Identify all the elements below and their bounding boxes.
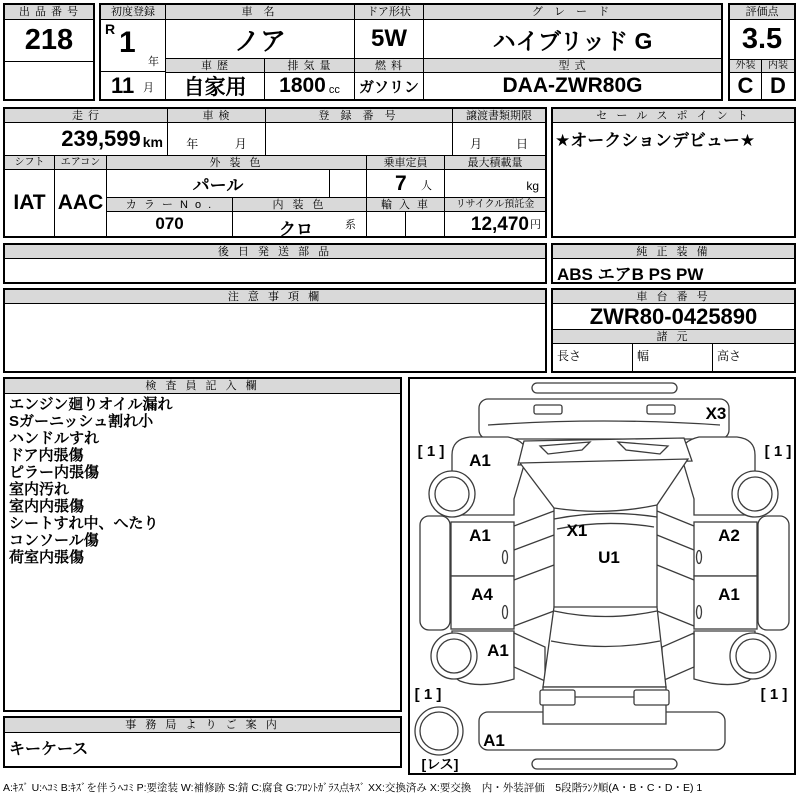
mileage-unit: km: [142, 134, 163, 150]
displacement-label: 排 気 量: [265, 59, 355, 73]
import-cell-1: [367, 212, 406, 236]
lot-number: 218: [5, 20, 93, 62]
lot-label: 出 品 番 号: [5, 5, 93, 20]
transfer-month: 月: [469, 137, 482, 151]
fuel-label: 燃 料: [355, 59, 424, 73]
damage-label-front-left-bracket: [ 1 ]: [417, 443, 445, 460]
score-value: 3.5: [730, 20, 794, 60]
recycle-label: リサイクル預託金: [445, 198, 545, 212]
damage-label-rear-left-bracket: [ 1 ]: [414, 686, 442, 703]
spec-length: 長さ: [553, 344, 633, 371]
damage-label-front-right-door: A2: [718, 526, 740, 545]
shift-value: IAT: [5, 170, 55, 236]
mileage-cell: [5, 123, 168, 156]
first-reg-year-cell: [101, 20, 166, 72]
capacity-unit: 人: [421, 180, 432, 192]
damage-label-rear-left-door: A4: [471, 585, 493, 604]
chassis-value: ZWR80-0425890: [553, 304, 794, 330]
damage-label-rear-left-fender: A1: [487, 641, 509, 660]
transfer-label: 譲渡書類期限: [453, 109, 545, 123]
int-color-suffix: 系: [345, 219, 356, 231]
damage-label-front-right-bracket: [ 1 ]: [764, 443, 792, 460]
aircon-label: エアコン: [55, 156, 107, 170]
notes-label: 注 意 事 項 欄: [5, 290, 545, 304]
damage-label-roof: U1: [598, 548, 620, 567]
grade-label: グ レ ー ド: [424, 5, 721, 20]
first-reg-month-suffix: 月: [143, 82, 154, 94]
capacity-label: 乗車定員: [367, 156, 445, 170]
first-reg-year: 1: [119, 26, 136, 59]
aircon-value: AAC: [55, 170, 107, 236]
car-diagram: [410, 379, 794, 773]
max-load-label: 最大積載量: [445, 156, 545, 170]
equipment-label: 純 正 装 備: [553, 245, 794, 259]
displacement-unit: cc: [328, 84, 340, 96]
max-load-cell: [445, 170, 545, 198]
office-value: キーケース: [9, 741, 89, 758]
inspector-item: ピラー内張傷: [9, 464, 100, 481]
max-load-unit: kg: [526, 179, 539, 193]
import-label: 輸 入 車: [367, 198, 445, 212]
door-value: 5W: [355, 20, 424, 59]
inspector-item: Sガーニッシュ割れ小: [9, 413, 154, 430]
inspector-item: コンソール傷: [9, 532, 99, 549]
damage-label-front-left-door: A1: [469, 526, 491, 545]
recycle-cell: [445, 212, 545, 236]
damage-label-rear-right-bracket: [ 1 ]: [760, 686, 788, 703]
first-reg-era: R: [105, 21, 116, 37]
import-cell-2: [406, 212, 445, 236]
damage-label-spare: [レス]: [421, 756, 459, 772]
fuel-value: ガソリン: [355, 73, 424, 99]
color-no-label: カ ラ ー N o .: [107, 198, 233, 212]
first-reg-year-suffix: 年: [148, 56, 159, 68]
inspection-label: 車 検: [168, 109, 266, 123]
car-outline: [415, 383, 789, 769]
chassis-label: 車 台 番 号: [553, 290, 794, 304]
history-value: 自家用: [166, 73, 265, 99]
sales-point-value: ★オークションデビュー★: [555, 131, 756, 150]
grade-value: ハイブリッド G: [424, 20, 721, 59]
interior-grade: D: [770, 73, 786, 98]
spec-height: 高さ: [717, 349, 742, 363]
exterior-label: 外装: [730, 60, 762, 73]
interior-label: 内装: [762, 60, 794, 73]
first-reg-month: 11: [111, 73, 135, 98]
later-parts-label: 後 日 発 送 部 品: [5, 245, 545, 259]
capacity-value: 7: [395, 172, 407, 195]
car-name: ノア: [166, 20, 355, 59]
legend-text: A:ｷｽﾞ U:ﾍｺﾐ B:ｷｽﾞを伴うﾍｺﾐ P:要塗装 W:補修跡 S:錆 C:腐食 G:ﾌﾛﾝﾄｶﾞﾗｽ点ｷｽﾞ XX:交換済み X:要交換 内・外装評価 5段階ﾗﾝｸ順(A・B・C・D・E) 1: [3, 782, 703, 794]
equipment-value: ABS エアB PS PW: [557, 265, 704, 282]
specs-label: 諸 元: [553, 330, 794, 344]
first-reg-month-cell: [101, 72, 166, 99]
inspector-list: [5, 394, 400, 708]
inspector-item: 荷室内張傷: [9, 549, 85, 566]
exterior-grade: C: [730, 73, 762, 99]
int-color-label: 内 装 色: [233, 198, 367, 212]
displacement-value: 1800: [279, 74, 326, 97]
int-color-cell: [233, 212, 367, 236]
capacity-cell: [367, 170, 445, 198]
car-name-label: 車 名: [166, 5, 355, 20]
mileage-label: 走 行: [5, 109, 168, 123]
reg-number-cell: [266, 123, 453, 156]
recycle-unit: 円: [530, 219, 541, 231]
damage-label-front-panel: X3: [705, 404, 727, 423]
damage-label-windshield: X1: [566, 521, 588, 540]
damage-label-front-left-fender: A1: [469, 451, 491, 470]
transfer-day: 日: [515, 137, 528, 151]
inspector-label: 検 査 員 記 入 欄: [5, 379, 400, 394]
office-label: 事 務 局 よ り ご 案 内: [5, 718, 400, 733]
displacement-cell: [265, 73, 355, 99]
inspector-item: 室内汚れ: [9, 481, 70, 498]
inspector-item: シートすれ中、へたり: [9, 515, 159, 532]
inspector-item: ドア内張傷: [9, 447, 84, 464]
damage-label-rear-bumper: A1: [483, 731, 505, 750]
notes-value: [5, 304, 545, 371]
later-parts-value: [5, 259, 545, 282]
ext-color-value: パール: [107, 170, 330, 198]
inspector-item: 室内内張傷: [9, 498, 85, 515]
model-code-value: DAA-ZWR80G: [502, 74, 643, 97]
int-color-value: クロ: [279, 220, 313, 236]
inspection-month: 月: [234, 137, 247, 151]
first-reg-label: 初度登録: [101, 5, 166, 20]
shift-label: シフト: [5, 156, 55, 170]
inspector-item: ハンドルすれ: [9, 430, 100, 447]
score-label: 評価点: [730, 5, 794, 20]
inspection-cell: [168, 123, 266, 156]
ext-color-label: 外 装 色: [107, 156, 367, 170]
sales-point-label: セ ー ル ス ポ イ ン ト: [553, 109, 794, 123]
reg-number-label: 登 録 番 号: [266, 109, 453, 123]
history-label: 車 歴: [166, 59, 265, 73]
color-no-value: 070: [107, 212, 233, 236]
model-code-label: 型 式: [424, 59, 721, 73]
damage-label-rear-right-door: A1: [718, 585, 740, 604]
transfer-cell: [453, 123, 545, 156]
recycle-value: 12,470: [470, 214, 529, 235]
ext-color-extra-cell: [330, 170, 367, 198]
inspector-item: エンジン廻りオイル漏れ: [9, 396, 173, 413]
mileage-value: 239,599: [61, 126, 141, 151]
door-label: ドア形状: [355, 5, 424, 20]
spec-width: 幅: [633, 344, 713, 371]
inspection-year: 年: [186, 137, 199, 151]
